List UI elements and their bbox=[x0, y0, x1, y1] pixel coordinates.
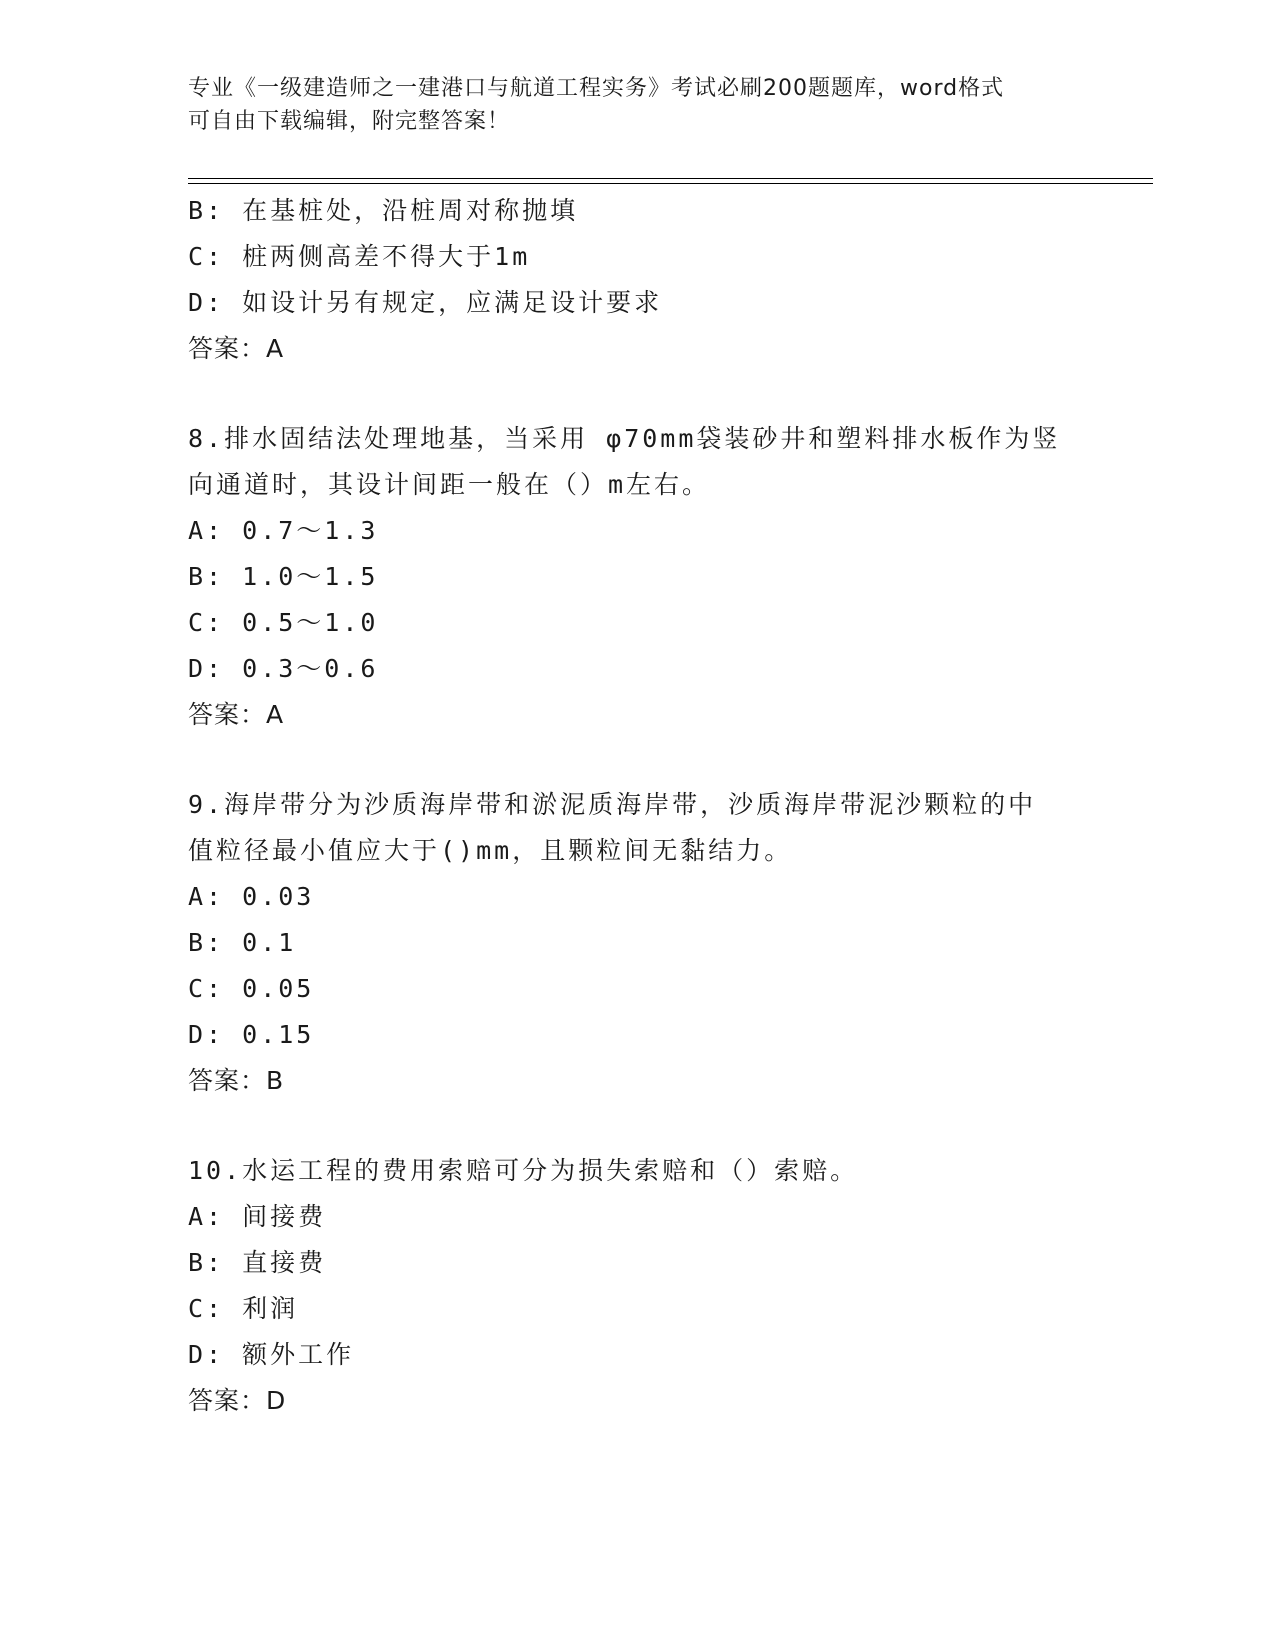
question-list bbox=[188, 188, 1088, 1424]
question-9 bbox=[188, 782, 1088, 1104]
question-7-continued bbox=[188, 188, 1088, 372]
answer: 答案：B bbox=[188, 1066, 285, 1095]
question-text-line: 10.水运工程的费用索赔可分为损失索赔和（）索赔。 bbox=[188, 1156, 859, 1185]
answer: 答案：A bbox=[188, 700, 285, 729]
option-a: A: 间接费 bbox=[188, 1202, 327, 1231]
option-d: D: 如设计另有规定，应满足设计要求 bbox=[188, 288, 663, 317]
question-text-line: 值粒径最小值应大于()mm，且颗粒间无黏结力。 bbox=[188, 836, 793, 865]
option-c: C: 0.05 bbox=[188, 974, 315, 1003]
answer: 答案：A bbox=[188, 334, 285, 363]
option-a: A: 0.7～1.3 bbox=[188, 516, 379, 545]
option-b: B: 在基桩处，沿桩周对称抛填 bbox=[188, 196, 579, 225]
option-c: C: 利润 bbox=[188, 1294, 299, 1323]
header-divider-top bbox=[188, 178, 1153, 179]
header-line-2: 可自由下载编辑，附完整答案！ bbox=[188, 109, 511, 134]
option-d: D: 额外工作 bbox=[188, 1340, 355, 1369]
option-b: B: 1.0～1.5 bbox=[188, 562, 379, 591]
header-divider-bottom bbox=[188, 183, 1153, 184]
answer: 答案：D bbox=[188, 1386, 287, 1415]
option-a: A: 0.03 bbox=[188, 882, 315, 911]
question-text-line: 向通道时，其设计间距一般在（）m左右。 bbox=[188, 470, 711, 499]
option-d: D: 0.3～0.6 bbox=[188, 654, 379, 683]
question-8 bbox=[188, 416, 1088, 738]
option-d: D: 0.15 bbox=[188, 1020, 315, 1049]
option-c: C: 桩两侧高差不得大于1m bbox=[188, 242, 531, 271]
option-c: C: 0.5～1.0 bbox=[188, 608, 379, 637]
question-10 bbox=[188, 1148, 1088, 1424]
question-text-line: 8.排水固结法处理地基，当采用 φ70mm袋装砂井和塑料排水板作为竖 bbox=[188, 424, 1061, 453]
option-b: B: 0.1 bbox=[188, 928, 297, 957]
header-line-1: 专业《一级建造师之一建港口与航道工程实务》考试必刷200题题库，word格式 bbox=[188, 76, 1005, 101]
document-header bbox=[188, 72, 1088, 138]
option-b: B: 直接费 bbox=[188, 1248, 327, 1277]
question-text-line: 9.海岸带分为沙质海岸带和淤泥质海岸带，沙质海岸带泥沙颗粒的中 bbox=[188, 790, 1037, 819]
